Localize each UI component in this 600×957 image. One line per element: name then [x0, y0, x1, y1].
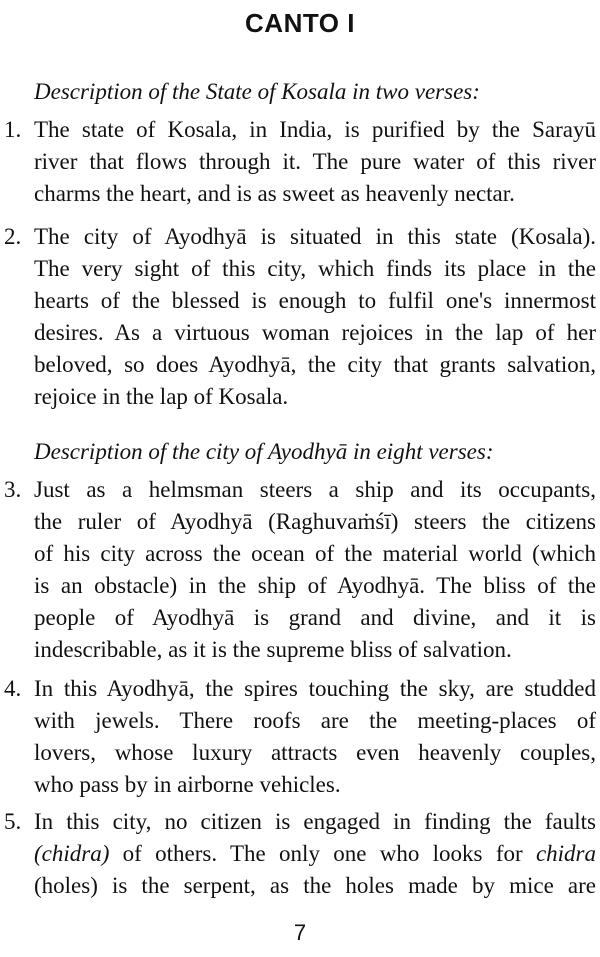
- verse-number: 5.: [4, 809, 22, 834]
- verse-number: 4.: [4, 676, 22, 701]
- verse-line: The very sight of this city, which finds its place in the: [34, 256, 596, 281]
- verse-line: (holes) is the serpent, as the holes made by mice are: [34, 873, 596, 898]
- section-heading-ayodhya: Description of the city of Ayodhyā in eight verses:: [34, 439, 494, 464]
- verse-line: the ruler of Ayodhyā (Raghuvaṁśī) steers the citizens: [34, 509, 596, 534]
- page-number: 7: [293, 920, 307, 945]
- verse-4: [4, 673, 596, 801]
- verse-number: 1.: [4, 117, 22, 142]
- verse-line: Just as a helmsman steers a ship and its occupants,: [34, 477, 596, 502]
- verse-1: [4, 114, 596, 210]
- verse-line: hearts of the blessed is enough to fulfil one's innermost: [34, 288, 596, 313]
- verse-line: people of Ayodhyā is grand and divine, and it is: [34, 605, 596, 630]
- verse-line: charms the heart, and is as sweet as heavenly nectar.: [34, 181, 515, 206]
- verse-text: [34, 221, 596, 413]
- verse-text: [34, 114, 596, 210]
- verse-text: [34, 474, 596, 666]
- italic-term: (chidra): [34, 841, 110, 866]
- verse-text: [34, 673, 596, 801]
- section-heading-kosala: Description of the State of Kosala in two verses:: [34, 79, 480, 104]
- verse-number: 2.: [4, 224, 22, 249]
- verse-2: [4, 221, 596, 413]
- verse-line: beloved, so does Ayodhyā, the city that grants salvation,: [34, 352, 596, 377]
- verse-3: [4, 474, 596, 666]
- verse-line: river that flows through it. The pure water of this river: [34, 149, 596, 174]
- verse-line: with jewels. There roofs are the meeting-places of: [34, 708, 596, 733]
- italic-term: chidra: [535, 841, 596, 866]
- verse-line: The state of Kosala, in India, is purified by the Sarayū: [34, 117, 596, 142]
- verse-line: lovers, whose luxury attracts even heavenly couples,: [34, 740, 596, 765]
- verse-5: [4, 806, 596, 902]
- verse-text: [34, 806, 596, 902]
- verse-line: In this city, no citizen is engaged in finding the faults: [34, 809, 596, 834]
- verse-line: rejoice in the lap of Kosala.: [34, 384, 289, 409]
- verse-line: [34, 838, 596, 870]
- verse-line: of his city across the ocean of the material world (which: [34, 541, 596, 566]
- verse-line: desires. As a virtuous woman rejoices in the lap of her: [34, 320, 596, 345]
- canto-title: CANTO I: [245, 8, 355, 38]
- verse-line: is an obstacle) in the ship of Ayodhyā. The bliss of the: [34, 573, 596, 598]
- verse-line: The city of Ayodhyā is situated in this state (Kosala).: [34, 224, 596, 249]
- verse-line: indescribable, as it is the supreme bliss of salvation.: [34, 637, 512, 662]
- verse-line: who pass by in airborne vehicles.: [34, 772, 341, 797]
- verse-number: 3.: [4, 477, 22, 502]
- verse-line-segment: of others. The only one who looks for: [109, 841, 536, 866]
- verse-line: In this Ayodhyā, the spires touching the sky, are studded: [34, 676, 596, 701]
